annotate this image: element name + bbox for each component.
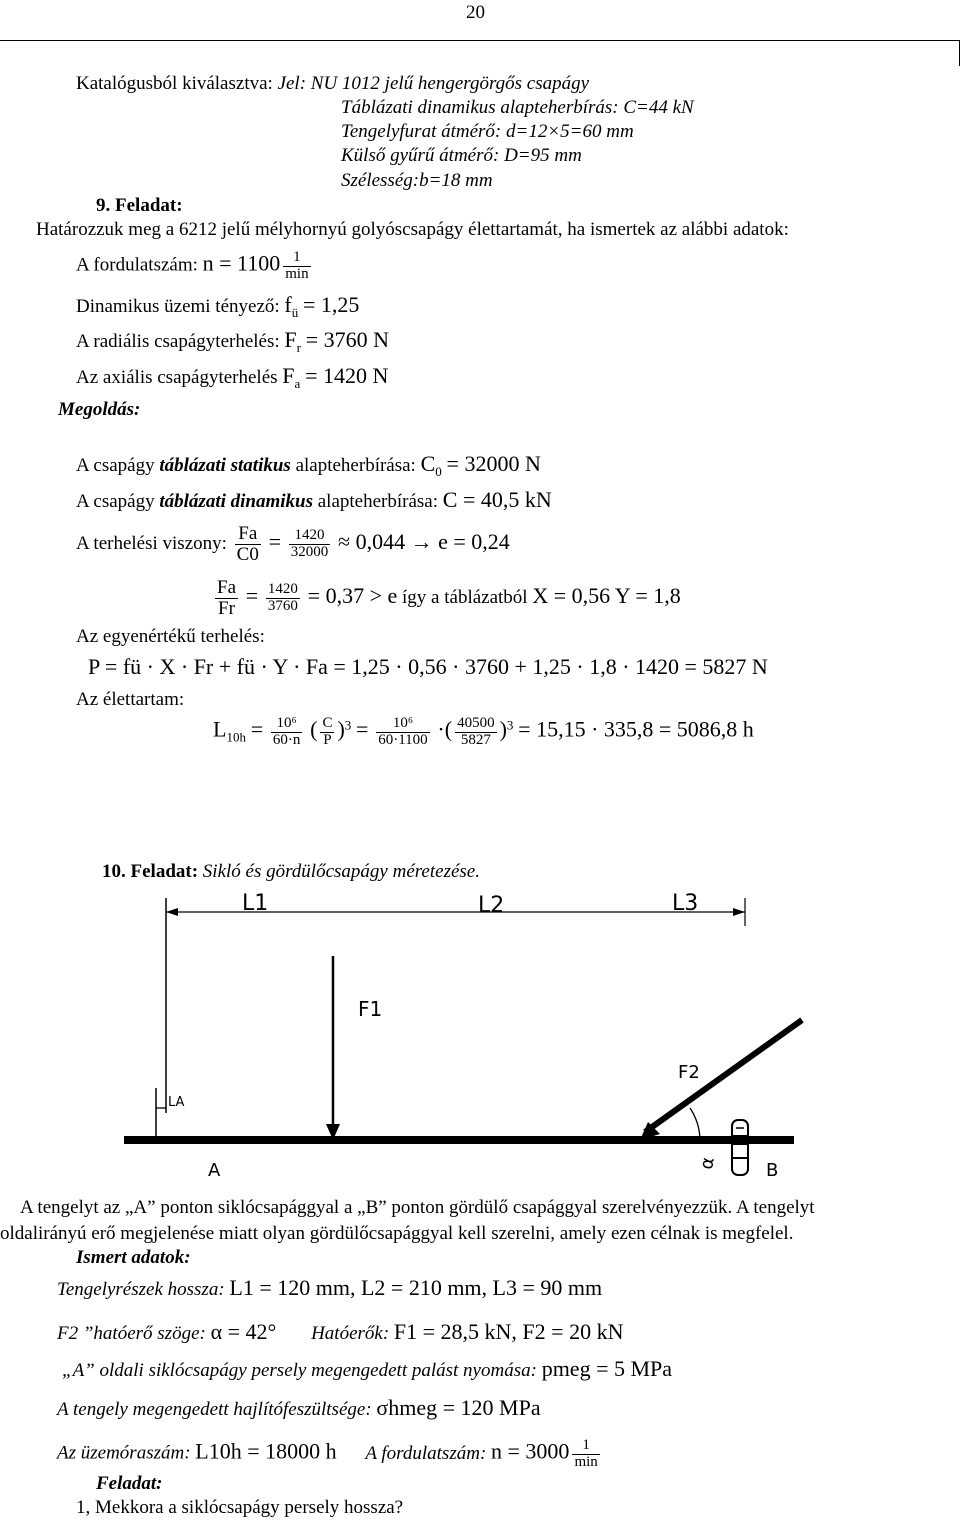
task10-desc-2: oldalirányú erő megjelenése miatt olyan gördülőcsapággyal kell szerelni, amely ezen célnak is megfelel.: [0, 1223, 794, 1244]
label-LA: LA: [168, 1095, 185, 1110]
task10-subheading: Feladat:: [96, 1473, 163, 1494]
equiv-load-label: Az egyenértékű terhelés:: [76, 626, 265, 647]
angle-forces-line: F2 ”hatóerő szöge: α = 42° Hatóerők: F1 = 28,5 kN, F2 = 20 kN: [57, 1319, 624, 1344]
known-data-heading: Ismert adatok:: [76, 1247, 191, 1268]
label-F2: F2: [678, 1062, 700, 1083]
task10-desc-1: A tengelyt az „A” ponton siklócsapággyal a „B” ponton gördülő csapággyal szerelvényezzük. A tengelyt: [20, 1197, 815, 1218]
life-formula: $L_{10h}$ = $\frac{\text{10⁶}}{60\cdot n}$ ( $\frac{C}{P}$ )$^3$ = $\frac{\text{10⁶}}{60\cdot 1100}$ ·( $\frac{40500}{5827}$ )$^3$ = 15,15 · 335,8 = 5086,8 h: [213, 715, 754, 748]
label-alpha: α: [696, 1155, 719, 1171]
pressure-line: „A” oldali siklócsapágy persely megengedett palást nyomása: pmeg = 5 MPa: [62, 1356, 673, 1381]
label-F1: F1: [358, 997, 383, 1021]
load-ratio-line: A terhelési viszony: $\frac{Fa}{C0}$ = $\frac{1420}{32000}$ ≈ 0,044 → e = 0,24: [76, 523, 510, 565]
catalog-line-2: Táblázati dinamikus alapteherbírás: C=44 kN: [341, 97, 694, 118]
dyn-factor-line: Dinamikus üzemi tényező: $f_ü = 1,25$: [76, 292, 360, 320]
lengths-line: Tengelyrészek hossza: L1 = 120 mm, L2 = 210 mm, L3 = 90 mm: [57, 1275, 603, 1300]
label-L2: L2: [478, 893, 505, 918]
label-A: A: [208, 1160, 221, 1181]
shaft: [124, 1136, 794, 1144]
hours-rpm-line: Az üzemóraszám: L10h = 18000 h A fordulatszám: n = 3000 $\frac{1}{\min}$: [57, 1437, 598, 1470]
stress-line: A tengely megengedett hajlítófeszültsége: σhmeg = 120 MPa: [57, 1395, 541, 1420]
catalog-line-3: Tengelyfurat átmérő: d=12×5=60 mm: [341, 121, 634, 142]
catalog-line-1: Katalógusból kiválasztva: Jel: NU 1012 jelű hengergörgős csapágy: [76, 73, 590, 94]
label-L1: L1: [242, 891, 269, 916]
catalog-line-4: Külső gyűrű átmérő: D=95 mm: [341, 145, 582, 166]
catalog-line-5: Szélesség:b=18 mm: [341, 170, 493, 191]
speed-line: A fordulatszám: n = 1100 $\frac{1}{\min}$: [76, 249, 309, 282]
label-L3: L3: [672, 891, 699, 916]
task9-heading: 9. Feladat:: [96, 195, 183, 216]
dim-arrow-right: [733, 908, 745, 916]
solution-heading: Megoldás:: [58, 399, 141, 420]
dynamic-capacity-line: A csapágy táblázati dinamikus alapteherbírása: C = 40,5 kN: [76, 487, 552, 512]
task10-heading: 10. Feladat: Sikló és gördülőcsapágy méretezése.: [102, 861, 480, 882]
label-B: B: [766, 1160, 779, 1181]
axial-load-line: Az axiális csapágyterhelés $F_a = 1420$ N: [76, 363, 389, 391]
equiv-load-formula: P = fü · X · Fr + fü · Y · Fa = 1,25 · 0,56 · 3760 + 1,25 · 1,8 · 1420 = 5827 N: [88, 654, 768, 679]
load-ratio-2-line: $\frac{Fa}{Fr}$ = $\frac{1420}{3760}$ = 0,37 > e így a táblázatból X = 0,56 Y = 1,8: [217, 577, 681, 619]
page-number: 20: [466, 2, 485, 23]
shaft-diagram: [0, 888, 960, 1190]
force-F2-line: [645, 1020, 802, 1132]
question-1: 1, Mekkora a siklócsapágy persely hossza?: [76, 1497, 404, 1518]
radial-load-line: A radiális csapágyterhelés: $F_r = 3760$ N: [76, 327, 390, 355]
dim-arrow-left: [166, 908, 178, 916]
angle-arc: [690, 1108, 700, 1140]
header-rule: [0, 40, 960, 41]
life-label: Az élettartam:: [76, 689, 185, 710]
task9-intro: Határozzuk meg a 6212 jelű mélyhornyú golyóscsapágy élettartamát, ha ismertek az alábbi adatok:: [36, 219, 789, 240]
static-capacity-line: A csapágy táblázati statikus alapteherbírása: $C_0 = 32000$ N: [76, 451, 541, 479]
